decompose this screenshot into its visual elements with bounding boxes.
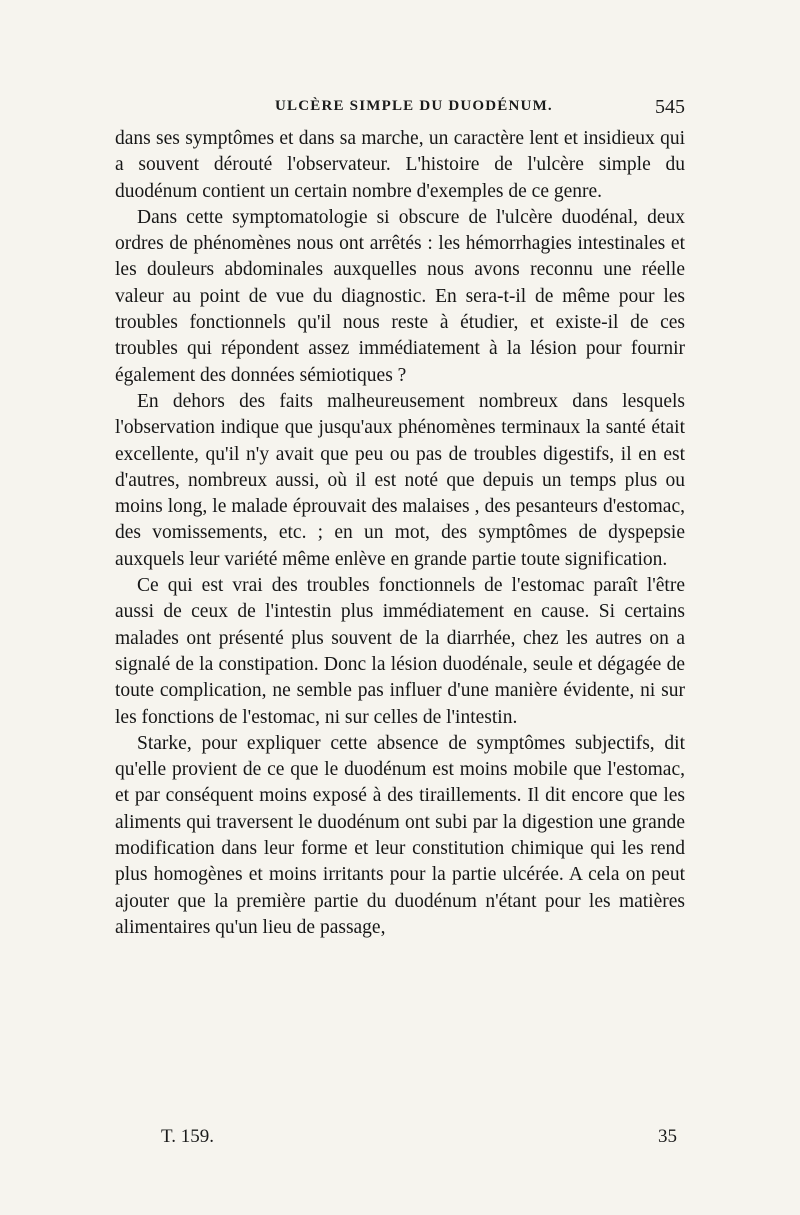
body-text xyxy=(115,126,685,941)
paragraph-continued: dans ses symptômes et dans sa marche, un caractère lent et insidieux qui a souvent dérouté l'observateur. L'histoire de l'ulcère simple du duodénum contient un certain nombre d'exemples de ce genre. xyxy=(115,128,685,202)
paragraph: Starke, pour expliquer cette absence de symptômes subjectifs, dit qu'elle provient de ce que le duodénum est moins mobile que l'estomac, et par conséquent moins exposé à des tiraillements. Il dit encore que les aliments qui traversent le duodénum ont subi par la digestion une grande modification dans leur forme et leur constitution chimique qui les rend plus homogènes et moins irritants pour la partie ulcérée. A cela on peut ajouter que la première partie du duodénum n'étant pour les matières alimentaires qu'un lieu de passage, xyxy=(115,732,685,938)
running-head xyxy=(115,96,685,120)
running-title: ULCÈRE SIMPLE DU DUODÉNUM. xyxy=(275,98,553,114)
page-footer xyxy=(115,1126,685,1152)
paragraph: Ce qui est vrai des troubles fonctionnels de l'estomac paraît l'être aussi de ceux de l'intestin plus immédiatement en cause. Si certains malades ont présenté plus souvent de la diarrhée, chez les autres on a signalé de la constipation. Donc la lésion duodénale, seule et dégagée de toute complication, ne semble pas influer d'une manière évidente, ni sur les fonctions de l'estomac, ni sur celles de l'intestin. xyxy=(115,575,685,728)
page-number: 545 xyxy=(655,96,685,118)
paragraph: Dans cette symptomatologie si obscure de l'ulcère duodénal, deux ordres de phénomènes nous ont arrêtés : les hémorrhagies intestinales et les douleurs abdominales auxquelles nous avons reconnu une réelle valeur au point de vue du diagnostic. En sera-t-il de même pour les troubles fonctionnels qu'il nous reste à étudier, et existe-il de ces troubles qui répondent assez immédiatement à la lésion pour fournir également des données sémiotiques ? xyxy=(115,206,685,386)
volume-signature: T. 159. xyxy=(161,1126,214,1147)
paragraph: En dehors des faits malheureusement nombreux dans lesquels l'observation indique que jusqu'aux phénomènes terminaux la santé était excellente, qu'il n'y avait que peu ou pas de troubles digestifs, il en est d'autres, nombreux aussi, où il est noté que depuis un temps plus ou moins long, le malade éprouvait des malaises , des pesanteurs d'estomac, des vomissements, etc. ; en un mot, des symptômes de dyspepsie auxquels leur variété même enlève en grande partie toute signification. xyxy=(115,390,685,570)
sheet-number: 35 xyxy=(658,1126,677,1147)
